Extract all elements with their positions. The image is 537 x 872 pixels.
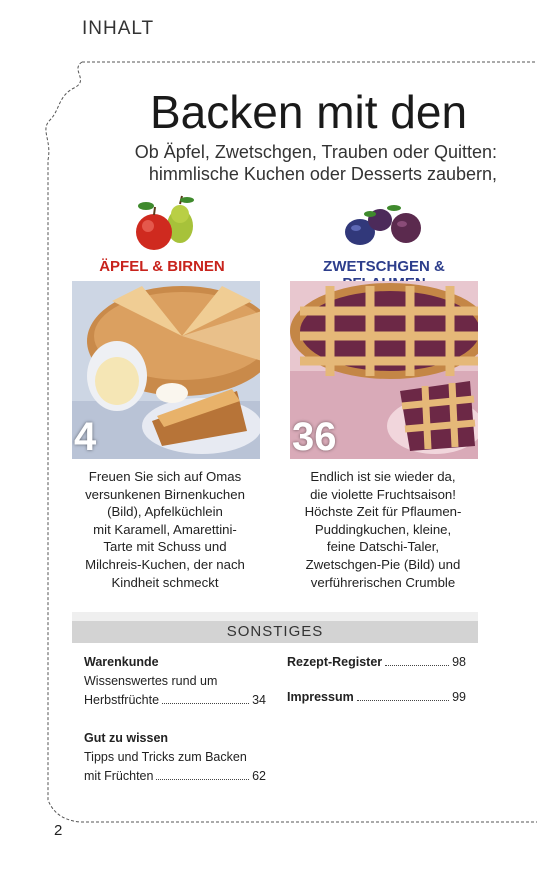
subtitle-line-1: Ob Äpfel, Zwetschgen, Trauben oder Quitten: (134, 142, 497, 162)
category-heading-plums: ZWETSCHGEN & (323, 258, 445, 275)
subtitle (57, 141, 497, 185)
entry-line: Tipps und Tricks zum Backen (84, 750, 247, 764)
page-title: Backen mit den (150, 86, 468, 138)
plums-desc-line: verführerischen Crumble (310, 574, 456, 590)
entry-title: Warenkunde (84, 655, 159, 669)
apples-desc-line: Kindheit schmeckt (111, 574, 219, 590)
apples-desc-line: versunkenen Birnenkuchen (85, 486, 245, 502)
entry-line: mit Früchten (84, 769, 154, 783)
dot-leader (385, 664, 449, 666)
pear-cake-image (72, 281, 260, 459)
entry-dotrow (287, 653, 466, 672)
apple-pear-icon (130, 194, 200, 254)
apples-description (60, 468, 270, 591)
entry-title: Rezept-Register (287, 655, 383, 669)
plums-desc-line: die violette Fruchtsaison! (310, 486, 456, 502)
dot-leader (357, 699, 449, 701)
apples-desc-line: mit Karamell, Amarettini- (93, 521, 237, 537)
apples-desc-line: (Bild), Apfelküchlein (107, 504, 223, 520)
toc-entry-impressum[interactable] (287, 688, 466, 707)
entry-dotrow (84, 691, 266, 710)
apples-desc-line: Freuen Sie sich auf Omas (88, 469, 242, 484)
plums-desc-line: Endlich ist sie wieder da, (310, 469, 456, 484)
plums-desc-line: Puddingkuchen, kleine, (314, 521, 452, 537)
apples-desc-line: Milchreis-Kuchen, der nach (85, 556, 245, 572)
page-number-plums: 36 (292, 415, 337, 459)
subtitle-line-2: himmlische Kuchen oder Desserts zaubern, (148, 164, 497, 184)
entry-page: 99 (452, 690, 466, 704)
plums-desc-line: feine Datschi-Taler, (326, 539, 440, 555)
section-label: INHALT (82, 18, 155, 39)
entry-line: Wissenswertes rund um (84, 674, 218, 688)
plums-desc-line: Höchste Zeit für Pflaumen- (304, 504, 462, 520)
page-number: 2 (54, 822, 63, 839)
plum-pie-photo[interactable] (290, 281, 478, 459)
entry-dotrow (287, 688, 466, 707)
pear-cake-photo[interactable] (72, 281, 260, 459)
toc-entry-warenkunde[interactable] (84, 653, 266, 710)
entry-dotrow (84, 767, 266, 786)
entry-line: Herbstfrüchte (84, 693, 160, 707)
page-number-apples: 4 (74, 415, 97, 459)
plums-desc-line: Zwetschgen-Pie (Bild) und (305, 556, 461, 572)
apples-desc-line: Tarte mit Schuss und (103, 539, 227, 555)
plums-description (278, 468, 488, 591)
plums-icon (338, 202, 428, 252)
entry-title: Impressum (287, 690, 354, 704)
sonstiges-bar-top (72, 612, 478, 621)
dot-leader (162, 702, 249, 704)
sonstiges-heading: SONSTIGES (72, 621, 478, 643)
toc-entry-gut-zu-wissen[interactable] (84, 729, 266, 786)
entry-page: 34 (252, 693, 266, 707)
entry-title: Gut zu wissen (84, 731, 169, 745)
entry-page: 98 (452, 655, 466, 669)
toc-entry-rezept-register[interactable] (287, 653, 466, 672)
dot-leader (156, 778, 249, 780)
category-heading-apples: ÄPFEL & BIRNEN (99, 258, 225, 275)
entry-page: 62 (252, 769, 266, 783)
